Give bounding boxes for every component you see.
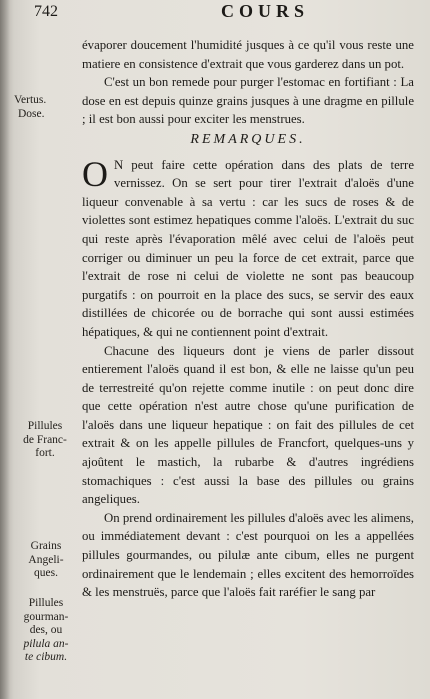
margin-note-line: Dose. [18, 107, 45, 120]
paragraph-vertus: C'est un bon remede pour purger l'estomac en fortifiant : La dose en est depuis quinze grains jusques à une dragme en pillule ; il est bon aussi pour exciter les menstrues. [82, 75, 414, 127]
paragraph-remarques-3: On prend ordinairement les pillules d'aloës avec les alimens, ou immédiatement devant : c'est pourquoi on les a appellées pillules gourmandes, ou pilulæ ante cibum, elles ne purgent ordinairement que le lendemain ; elles excitent des hemorroïdes & les menstruës, parce que l'aloës fait raréfier le sang par [82, 510, 414, 600]
margin-note-line: Grains [30, 540, 62, 552]
paragraph-remarques-2: Chacune des liqueurs dont je viens de parler dissout entierement l'aloës quand il est bon, & elle ne laisse qu'un peu de terrestreité qu'on rejette comme inutile : on peut donc dire que cette opération n'est autre chose qu'une purification de l'aloës dans une liqueur hepatique : on fait des pillules de cet extrait & on les appelle pillules de Francfort, quelques-uns y ajoûtent le mastich, la rubarbe & d'autres ingrédiens stomachiques : c'est aussi la base des pillules ou grains angeliques. [82, 343, 414, 507]
margin-note-line: ques. [34, 567, 58, 579]
paragraph-continuation: évaporer doucement l'humidité jusques à ce qu'il vous reste une matiere en consistence d'extrait que vous garderez dans un pot. [82, 38, 414, 71]
margin-note-grains-angeliques [16, 540, 76, 581]
margin-note-pillules-gourmandes [14, 597, 78, 665]
main-text [82, 36, 414, 602]
page-header [26, 2, 416, 22]
margin-note-line: Pillules [27, 420, 63, 432]
drop-cap: O [82, 153, 108, 194]
page-number: 742 [34, 3, 58, 20]
gutter-shadow [0, 0, 10, 699]
section-heading-remarques: REMARQUES. [190, 131, 306, 147]
running-title: COURS [221, 1, 310, 21]
paragraph-remarques-1 [82, 153, 414, 342]
margin-note-line: des, ou [29, 624, 63, 636]
margin-note-line: gourman- [23, 610, 69, 623]
margin-note-line: Pillules [28, 597, 64, 609]
margin-note-line: te cibum. [24, 651, 68, 663]
margin-note-line: fort. [35, 447, 55, 459]
margin-note-line: pilula an- [23, 637, 69, 650]
margin-note-line: Vertus. [14, 94, 47, 106]
margin-note-vertus [14, 94, 74, 121]
margin-note-pillules-francfort [14, 420, 76, 461]
paragraph-text: N peut faire cette opération dans des plats de terre vernissez. On se sert pour tirer l'extrait d'aloës d'une liqueur convenable à sa vertu : car les sucs de roses & de violettes sont estimez hepatiques comme l'aloës. L'extrait du suc qui reste après l'évaporation mêlé avec celui de l'aloës peut corriger ou diminuer un peu la force de cet extrait, parce que l'extrait de rose ni celui de violette ne sont pas beaucoup purgatifs : on pourroit en la place des sucs, se servir des eaux distillées de chicorée ou de borrache qui sont aussi estimées hépatiques, & qui ne contiennent point d'extrait. [82, 157, 414, 339]
margin-note-line: Angeli- [28, 553, 64, 566]
margin-note-line: de Franc- [23, 433, 67, 446]
